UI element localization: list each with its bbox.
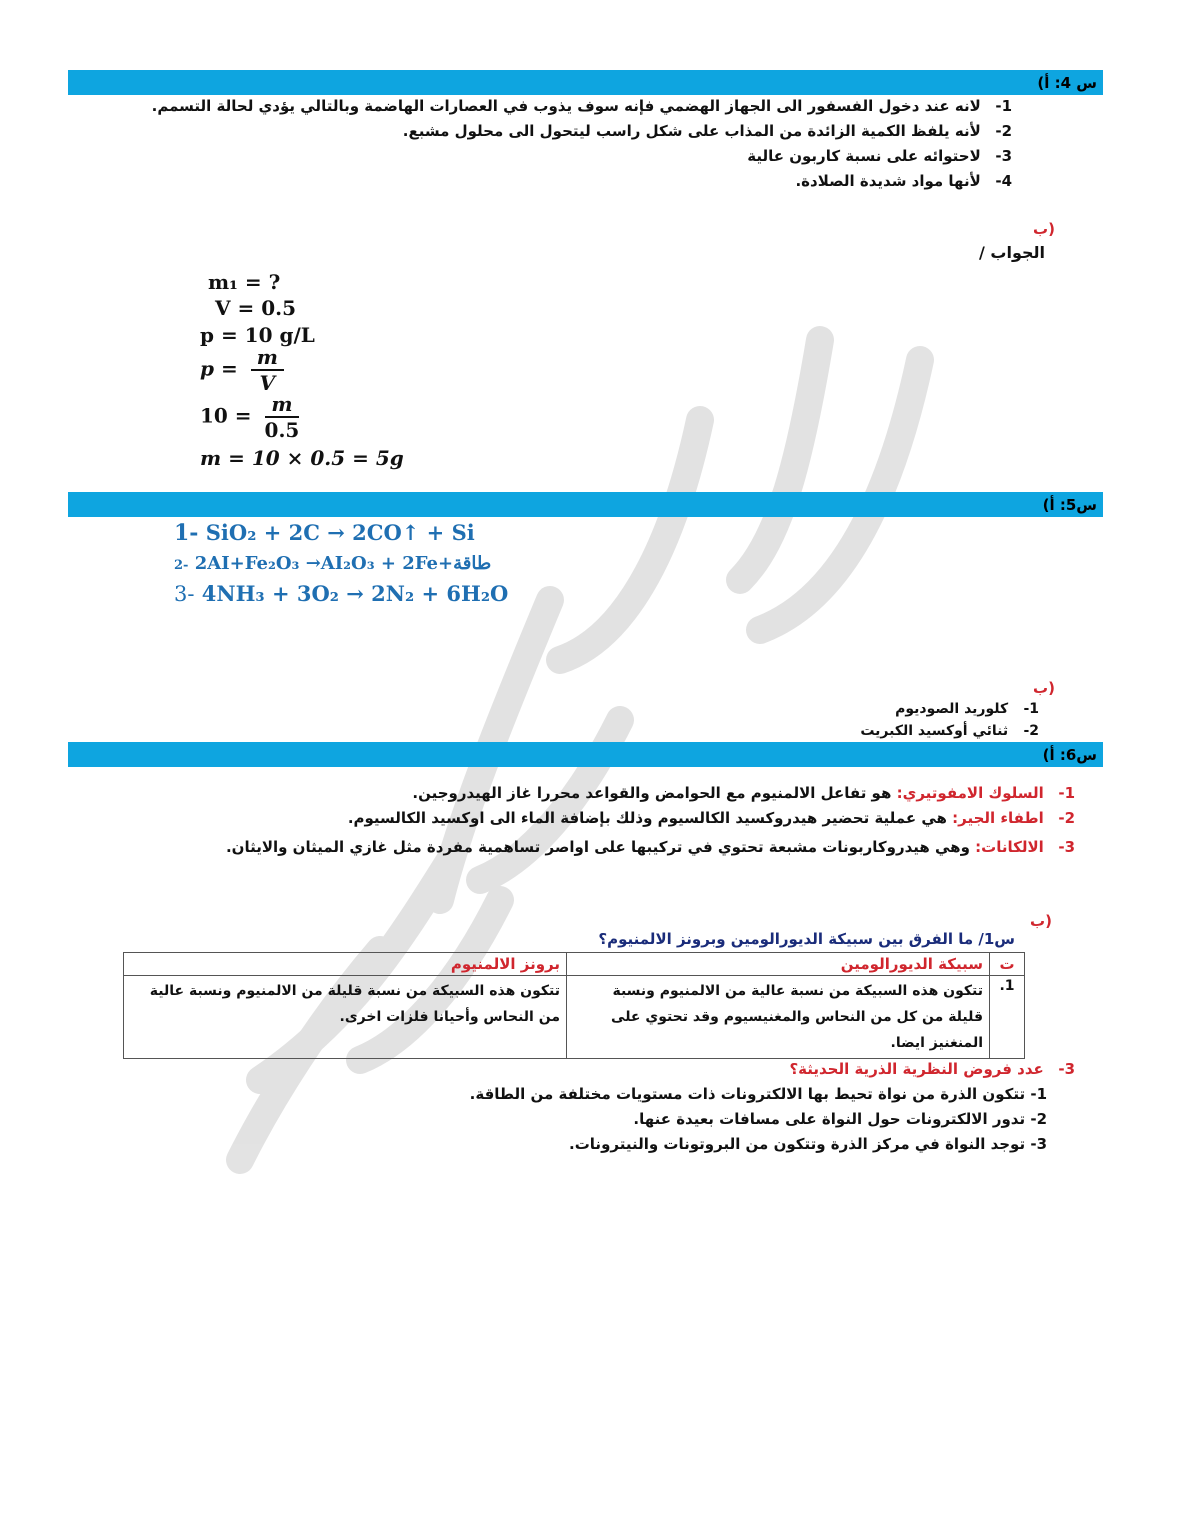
q6-b-label: ب) bbox=[1030, 912, 1052, 930]
table-cell-num: 1. bbox=[990, 976, 1025, 1059]
equation-3 bbox=[174, 581, 508, 606]
q4-item-2-num: 2- bbox=[995, 122, 1012, 140]
q5-b-item-2 bbox=[860, 723, 1039, 739]
math-line-4-left: p = bbox=[200, 356, 238, 381]
q6-q3-item-1 bbox=[470, 1085, 1047, 1103]
q6-q3-item-1-text: تتكون الذرة من نواة تحيط بها الالكترونات ذات مستويات مختلفة من الطاقة. bbox=[469, 1085, 1031, 1103]
equation-2-text: 2AI+Fe₂O₃ →AI₂O₃ + 2Fe+طاقة bbox=[194, 553, 492, 574]
q6-q3-num: 3- bbox=[1058, 1060, 1075, 1078]
math-fraction-1-num: m bbox=[251, 345, 284, 371]
math-line-1: m₁ = ? bbox=[208, 270, 281, 294]
table-header-num: ت bbox=[990, 953, 1025, 976]
q5-b-label: ب) bbox=[1033, 679, 1055, 697]
q6-item-3 bbox=[226, 838, 1075, 856]
q6-item-3-text: وهي هيدروكاربونات مشبعة تحتوي في تركيبها على اواصر تساهمية مفردة مثل غازي الميثان والايثان. bbox=[225, 838, 976, 856]
math-line-4 bbox=[200, 345, 290, 395]
equation-1-num: 1- bbox=[174, 520, 199, 546]
equation-1-text: SiO₂ + 2C → 2CO↑ + Si bbox=[205, 520, 475, 545]
q6-item-2 bbox=[348, 809, 1075, 827]
table-header-bronze: برونز الالمنيوم bbox=[124, 953, 567, 976]
table-row bbox=[124, 976, 1025, 1059]
q4-item-3 bbox=[747, 147, 1012, 165]
equation-1 bbox=[174, 520, 475, 546]
table-cell-bronze: تتكون هذه السبيكة من نسبة قليلة من الالمنيوم ونسبة عالية من النحاس وأحيانا فلزات اخرى. bbox=[124, 976, 567, 1059]
section-bar-q5 bbox=[68, 492, 1103, 517]
q5-b-item-2-num: 2- bbox=[1023, 723, 1039, 739]
math-fraction-2-num: m bbox=[265, 392, 298, 418]
math-line-2: V = 0.5 bbox=[215, 296, 296, 320]
equation-2 bbox=[174, 553, 491, 574]
q4-item-4-num: 4- bbox=[995, 172, 1012, 190]
equation-3-text: 4NH₃ + 3O₂ → 2N₂ + 6H₂O bbox=[201, 581, 509, 606]
q6-item-3-term: الالكانات: bbox=[975, 838, 1044, 856]
q4-item-3-text: لاحتوائه على نسبة كاربون عالية bbox=[747, 147, 981, 165]
q6-item-1-text: هو تفاعل الالمنيوم مع الحوامض والقواعد محررا غاز الهيدروجين. bbox=[412, 784, 897, 802]
math-fraction-2 bbox=[265, 392, 300, 442]
q6-item-1 bbox=[412, 784, 1075, 802]
math-fraction-2-den: 0.5 bbox=[264, 418, 300, 442]
q5-b-item-1-text: كلوريد الصوديوم bbox=[895, 701, 1009, 717]
table-cell-duralumin: تتكون هذه السبيكة من نسبة عالية من الالمنيوم ونسبة قليلة من كل من النحاس والمغنيسيوم وقد تحتوي على المنغنيز ايضا. bbox=[567, 976, 990, 1059]
q6-q3-item-2-text: تدور الالكترونات حول النواة على مسافات بعيدة عنها. bbox=[633, 1110, 1031, 1128]
q6-q3-title-text: عدد فروض النظرية الذرية الحديثة؟ bbox=[789, 1060, 1044, 1078]
q4-item-1-num: 1- bbox=[995, 97, 1012, 115]
q5-b-item-1-num: 1- bbox=[1023, 701, 1039, 717]
table-header-duralumin: سبيكة الديورالومين bbox=[567, 953, 990, 976]
q4-item-3-num: 3- bbox=[995, 147, 1012, 165]
q6-q3-item-2 bbox=[633, 1110, 1047, 1128]
q6-item-3-num: 3- bbox=[1058, 838, 1075, 856]
section-bar-q4 bbox=[68, 70, 1103, 95]
q6-q3-item-1-num: 1- bbox=[1030, 1085, 1047, 1103]
q5-b-item-2-text: ثنائي أوكسيد الكبريت bbox=[860, 723, 1009, 739]
q4-item-4-text: لأنها مواد شديدة الصلادة. bbox=[795, 172, 981, 190]
math-fraction-1 bbox=[251, 345, 284, 395]
q4-header: س 4: أ) bbox=[1037, 74, 1097, 92]
q6-item-2-text: هي عملية تحضير هيدروكسيد الكالسيوم وذلك بإضافة الماء الى اوكسيد الكالسيوم. bbox=[347, 809, 953, 827]
equation-3-num: 3- bbox=[174, 582, 195, 606]
q6-item-1-term: السلوك الامفوتيري: bbox=[896, 784, 1044, 802]
math-line-3: p = 10 g/L bbox=[200, 323, 315, 347]
q6-q3-item-3-num: 3- bbox=[1030, 1135, 1047, 1153]
math-line-5-left: 10 = bbox=[200, 403, 252, 428]
equation-2-num: 2- bbox=[174, 558, 189, 573]
q4-item-2-text: لأنه يلفظ الكمية الزائدة من المذاب على شكل راسب ليتحول الى محلول مشبع. bbox=[402, 122, 981, 140]
q4-item-2 bbox=[403, 122, 1012, 140]
q6-q3-title bbox=[789, 1060, 1075, 1078]
q6-q3-item-3-text: توجد النواة في مركز الذرة وتتكون من البروتونات والنيترونات. bbox=[569, 1135, 1031, 1153]
table-header-row bbox=[124, 953, 1025, 976]
q4-item-4 bbox=[795, 172, 1012, 190]
q6-q3-item-3 bbox=[569, 1135, 1047, 1153]
math-line-5 bbox=[200, 392, 305, 442]
q6-item-2-num: 2- bbox=[1058, 809, 1075, 827]
q5-header: س5: أ) bbox=[1042, 496, 1097, 514]
q5-b-item-1 bbox=[895, 701, 1039, 717]
q4-b-label: ب) bbox=[1033, 220, 1055, 238]
q6-item-2-term: اطفاء الجير: bbox=[952, 809, 1044, 827]
q6-q3-item-2-num: 2- bbox=[1030, 1110, 1047, 1128]
q6-item-1-num: 1- bbox=[1058, 784, 1075, 802]
math-fraction-1-den: V bbox=[259, 371, 276, 395]
math-line-6: m = 10 × 0.5 = 5g bbox=[200, 446, 404, 470]
table-question: س1/ ما الفرق بين سبيكة الديورالومين وبرونز الالمنيوم؟ bbox=[598, 930, 1015, 948]
q4-answer-label: الجواب / bbox=[978, 243, 1045, 262]
q4-item-1-text: لانه عند دخول الفسفور الى الجهاز الهضمي فإنه سوف يذوب في العصارات الهاضمة وبالتالي يؤدي لحالة التسمم. bbox=[151, 97, 981, 115]
q4-item-1 bbox=[152, 97, 1012, 115]
comparison-table bbox=[123, 952, 1025, 1059]
section-bar-q6 bbox=[68, 742, 1103, 767]
q6-header: س6: أ) bbox=[1042, 746, 1097, 764]
